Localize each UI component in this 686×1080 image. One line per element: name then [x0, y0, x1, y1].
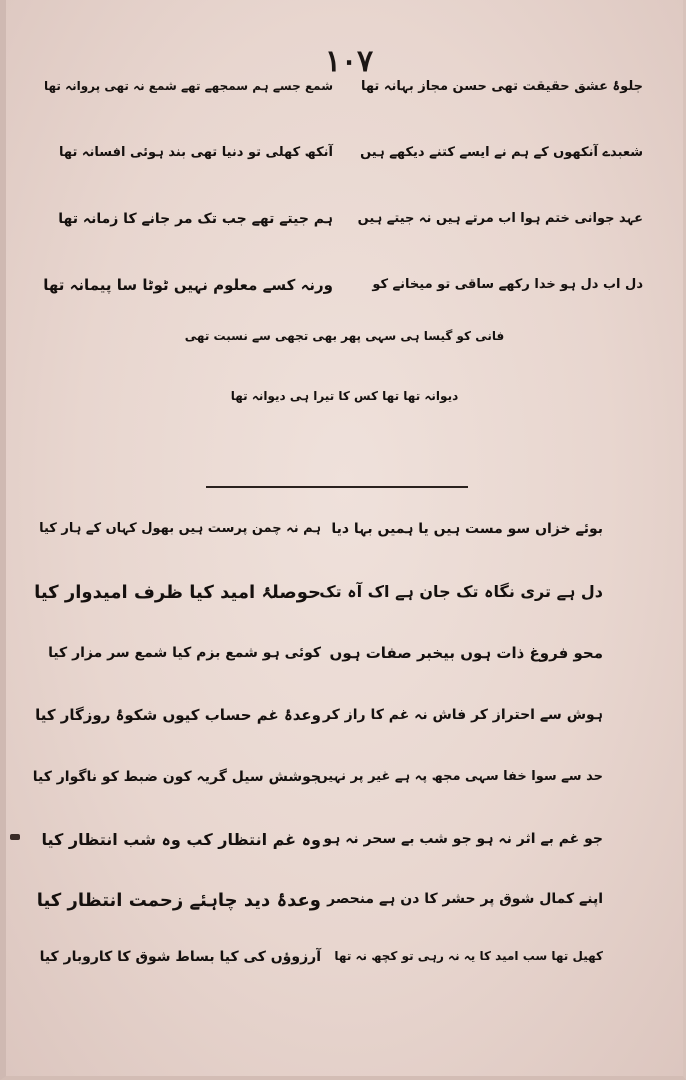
page-number: ۱۰۷	[324, 44, 374, 79]
ghazal-two-couplet-1-first: بوئے خزاں سو مست ہیں یا ہمیں بہا دیا	[331, 521, 603, 537]
ghazal-two-couplet-5-second: جوشش سیل گریہ کون ضبط کو ناگوار کیا	[32, 769, 321, 785]
ghazal-one-couplet-2-first: شعبدے آنکھوں کے ہم نے ایسے کتنے دیکھے ہیں	[360, 145, 643, 160]
ghazal-one-couplet-4-second: ورنہ کسے معلوم نہیں ٹوٹا سا پیمانہ تھا	[43, 276, 333, 294]
ghazal-two-couplet-1-second: ہم نہ چمن پرست ہیں بھول کہاں کے ہار کیا	[39, 521, 321, 536]
ghazal-two-couplet-6-second: وہ غم انتظار کب وہ شب انتظار کیا	[41, 830, 321, 849]
ghazal-two-couplet-4-first: ہوش سے احتراز کر فاش نہ غم کا راز کر	[322, 707, 603, 723]
ghazal-two-couplet-8-second: آرزوؤں کی کیا بساط شوق کا کاروبار کیا	[39, 949, 321, 965]
ghazal-two-couplet-2-second: حوصلۂ امید کیا ظرف امیدوار کیا	[34, 582, 321, 603]
ghazal-two-couplet-4-second: وعدۂ غم حساب کیوں شکوۂ روزگار کیا	[35, 706, 321, 724]
ghazal-two-couplet-5-first: حد سے سوا خفا سہی مجھ پہ ہے غیر پر نہیں	[316, 769, 603, 784]
ghazal-two-couplet-7-second: وعدۂ دید چاہئے زحمت انتظار کیا	[36, 890, 321, 911]
ghazal-two-couplet-7-first: اپنے کمال شوق پر حشر کا دن ہے منحصر	[327, 891, 603, 907]
ghazal-one-couplet-2-second: آنکھ کھلی تو دنیا تھی بند ہوئی افسانہ تھا	[59, 145, 333, 160]
ghazal-two-couplet-3-first: محو فروغ ذات ہوں بیخبر صفات ہوں	[329, 644, 603, 662]
ghazal-one-couplet-1-second: شمع جسے ہم سمجھے تھے شمع نہ تھی پروانہ تھا	[43, 79, 333, 93]
ghazal-one-couplet-3-second: ہم جیتے تھے جب تک مر جانے کا زمانہ تھا	[58, 211, 333, 227]
ghazal-one-maqta-second: دیوانہ تھا تھا کس کا تیرا ہی دیوانہ تھا	[230, 389, 459, 403]
ghazal-two-couplet-6-first: جو غم بے اثر نہ ہو جو شب بے سحر نہ ہو	[323, 831, 603, 847]
ghazal-one-couplet-3-first: عہد جوانی ختم ہوا اب مرتے ہیں نہ جیتے ہیں	[357, 211, 643, 226]
ghazal-two-couplet-3-second: کوئی ہو شمع بزم کیا شمع سر مزار کیا	[48, 645, 321, 661]
ghazal-two-couplet-2-first: دل ہے تری نگاہ تک جان ہے اک آہ تک	[319, 582, 603, 601]
ghazal-one-couplet-1-first: جلوۂ عشق حقیقت تھی حسن مجاز بہانہ تھا	[360, 79, 643, 94]
binding-mark	[10, 834, 20, 840]
section-divider	[206, 486, 468, 488]
ghazal-one-maqta-first: فانی کو گیسا ہی سہی پھر بھی تجھی سے نسبت تھی	[184, 329, 505, 343]
ghazal-two-couplet-8-first: کھیل تھا سب امید کا یہ نہ رہی تو کچھ نہ تھا	[334, 949, 603, 963]
ghazal-one-couplet-4-first: دل اب دل ہو خدا رکھے ساقی تو میخانے کو	[372, 277, 643, 292]
